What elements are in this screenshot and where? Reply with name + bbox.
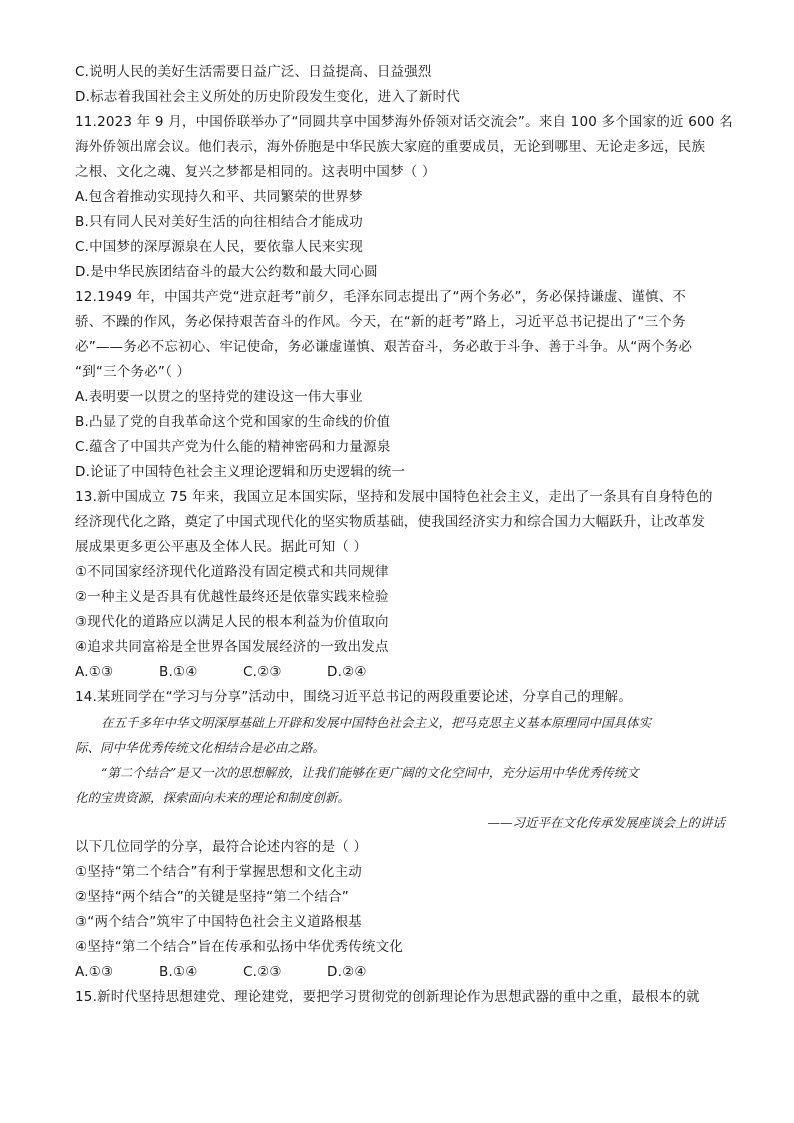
question-11 xyxy=(75,110,733,285)
q11-option-c: C.中国梦的深厚源泉在人民，要依靠人民来实现 xyxy=(75,239,364,255)
q14-stem: 14.某班同学在“学习与分享”活动中，围绕习近平总书记的两段重要论述，分享自己的理解。 xyxy=(75,689,633,705)
question-15 xyxy=(75,985,725,1010)
q12-option-d: D.论证了中国特色社会主义理论逻辑和历史逻辑的统一 xyxy=(75,464,406,480)
exam-content xyxy=(75,60,733,1010)
q11-stem-line: 之根、文化之魂、复兴之梦都是相同的。这表明中国梦（ ） xyxy=(75,164,436,180)
q12-stem-line: 必”——务必不忘初心、牢记使命，务必谦虚谨慎、艰苦奋斗，务必敢于斗争、善于斗争。从“两个务必 xyxy=(75,339,693,355)
q13-choice-a: A.①③ xyxy=(75,664,114,680)
q12-stem-line: 12.1949 年，中国共产党“进京赶考”前夕，毛泽东同志提出了“两个务必”，务必保持谦虚、谨慎、不 xyxy=(75,289,687,305)
q13-statement-2: ②一种主义是否具有优越性最终还是依靠实践来检验 xyxy=(75,589,389,605)
q13-stem-line: 展成果更多更公平惠及全体人民。据此可知（ ） xyxy=(75,539,368,555)
q14-statement-3: ③“两个结合”筑牢了中国特色社会主义道路根基 xyxy=(75,914,362,930)
q14-quote-line: 化的宝贵资源，探索面向未来的理论和制度创新。 xyxy=(75,790,351,805)
q13-stem-line: 经济现代化之路，奠定了中国式现代化的坚实物质基础，使我国经济实力和综合国力大幅跃升，让改革发 xyxy=(75,514,706,530)
q11-option-a: A.包含着推动实现持久和平、共同繁荣的世界梦 xyxy=(75,189,363,205)
q11-option-d: D.是中华民族团结奋斗的最大公约数和最大同心圆 xyxy=(75,264,378,280)
q12-option-a: A.表明要一以贯之的坚持党的建设这一伟大事业 xyxy=(75,389,363,405)
q12-option-c: C.蕴含了中国共产党为什么能的精神密码和力量源泉 xyxy=(75,439,391,455)
q14-question: 以下几位同学的分享，最符合论述内容的是（ ） xyxy=(75,839,368,855)
q12-option-b: B.凸显了党的自我革命这个党和国家的生命线的价值 xyxy=(75,414,391,430)
q11-stem-line: 11.2023 年 9 月，中国侨联举办了“同圆共享中国梦海外侨领对话交流会”。来自 100 多个国家的近 600 名 xyxy=(75,114,733,130)
q14-quote-line: 在五千多年中华文明深厚基础上开辟和发展中国特色社会主义，把马克思主义基本原理同中国具体实 xyxy=(101,715,652,730)
question-14 xyxy=(75,685,725,985)
q14-choice-d: D.②④ xyxy=(327,964,367,980)
q14-choice-c: C.②③ xyxy=(243,964,282,980)
q14-choice-b: B.①④ xyxy=(159,964,198,980)
q10-option-c: C.说明人民的美好生活需要日益广泛、日益提高、日益强烈 xyxy=(75,64,432,80)
q14-choices xyxy=(75,960,725,985)
q14-quote-block xyxy=(75,710,725,835)
q12-stem-line: 骄、不躁的作风，务必保持艰苦奋斗的作风。今天，在“新的赶考”路上，习近平总书记提出了“三个务 xyxy=(75,314,686,330)
q14-statement-1: ①坚持“第二个结合”有利于掌握思想和文化主动 xyxy=(75,864,362,880)
q13-choices xyxy=(75,660,725,685)
q11-option-b: B.只有同人民对美好生活的向往相结合才能成功 xyxy=(75,214,363,230)
q12-stem-line: “到“三个务必”（ ） xyxy=(75,364,191,380)
q14-statement-4: ④坚持“第二个结合”旨在传承和弘扬中华优秀传统文化 xyxy=(75,939,404,955)
q13-statement-1: ①不同国家经济现代化道路没有固定模式和共同规律 xyxy=(75,564,389,580)
q14-choice-a: A.①③ xyxy=(75,964,114,980)
q13-choice-b: B.①④ xyxy=(159,664,198,680)
q10-option-d: D.标志着我国社会主义所处的历史阶段发生变化，进入了新时代 xyxy=(75,89,460,105)
q13-stem-line: 13.新中国成立 75 年来，我国立足本国实际，坚持和发展中国特色社会主义，走出了一条具有自身特色的 xyxy=(75,489,713,505)
q14-quote-line: “第二个结合”是又一次的思想解放，让我们能够在更广阔的文化空间中，充分运用中华优秀传统文 xyxy=(101,765,639,780)
question-12 xyxy=(75,285,725,485)
q14-quote-line: 际、同中华优秀传统文化相结合是必由之路。 xyxy=(75,740,326,755)
q13-choice-d: D.②④ xyxy=(327,664,367,680)
q14-statement-2: ②坚持“两个结合”的关键是坚持“第二个结合” xyxy=(75,889,349,905)
q13-statement-4: ④追求共同富裕是全世界各国发展经济的一致出发点 xyxy=(75,639,389,655)
question-13 xyxy=(75,485,725,685)
q15-stem: 15.新时代坚持思想建党、理论建党，要把学习贯彻党的创新理论作为思想武器的重中之重，最根本的就 xyxy=(75,989,700,1005)
q13-statement-3: ③现代化的道路应以满足人民的根本利益为价值取向 xyxy=(75,614,389,630)
q14-quote-source: ——习近平在文化传承发展座谈会上的讲话 xyxy=(487,815,725,830)
q11-stem-line: 海外侨领出席会议。他们表示，海外侨胞是中华民族大家庭的重要成员，无论到哪里、无论走多远，民族 xyxy=(75,139,706,155)
q13-choice-c: C.②③ xyxy=(243,664,282,680)
